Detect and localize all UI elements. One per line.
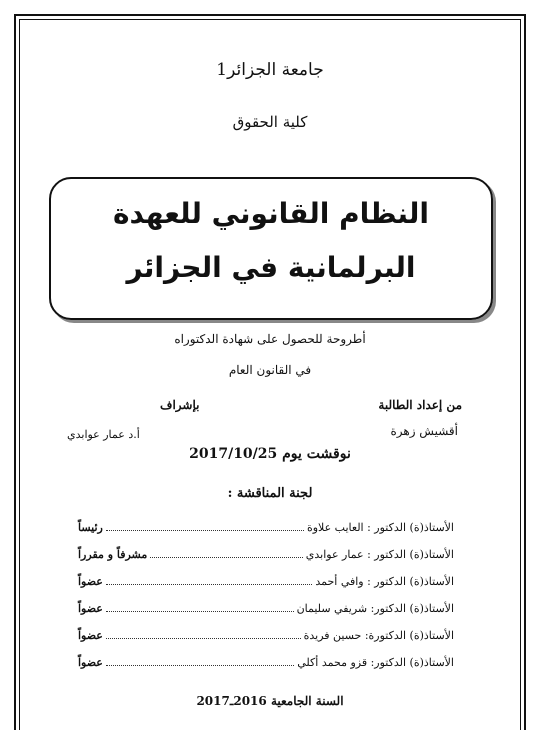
supervisor-label: بإشراف <box>160 398 200 412</box>
jury-member-role: عضواً <box>78 656 103 669</box>
faculty-name: كلية الحقوق <box>232 113 308 131</box>
dotted-leader <box>106 655 294 666</box>
dotted-leader <box>106 520 304 531</box>
title-box <box>49 177 493 320</box>
jury-member-row <box>78 601 454 619</box>
student-name: أقشيش زهرة <box>390 424 458 438</box>
academic-year: السنة الجامعية 2016ـ2017 <box>196 694 344 708</box>
dotted-leader <box>150 547 303 558</box>
jury-member-name: الأستاذ(ة) الدكتور: شريفي سليمان <box>296 602 454 615</box>
jury-member-row <box>78 655 454 673</box>
jury-title: لجنة المناقشة : <box>227 486 313 501</box>
thesis-title-line-2: البرلمانية في الجزائر <box>126 251 416 284</box>
jury-member-row <box>78 574 454 592</box>
supervisor-name: أ.د عمار عوابدي <box>67 428 140 441</box>
jury-member-row <box>78 547 454 565</box>
defense-date: نوقشت يوم 2017/10/25 <box>189 446 351 462</box>
jury-member-name: الأستاذ(ة) الدكتور : العايب علاوة <box>306 521 454 534</box>
jury-member-role: عضواً <box>78 575 103 588</box>
thesis-title-line-1: النظام القانوني للعهدة <box>113 197 429 230</box>
jury-member-row <box>78 628 454 646</box>
jury-member-role: عضواً <box>78 629 103 642</box>
dotted-leader <box>106 574 312 585</box>
jury-member-name: الأستاذ(ة) الدكتور : وافي أحمد <box>315 575 454 588</box>
jury-member-name: الأستاذ(ة) الدكتور: قزو محمد أكلي <box>297 656 454 669</box>
dotted-leader <box>106 628 301 639</box>
dotted-leader <box>106 601 294 612</box>
jury-member-role: عضواً <box>78 602 103 615</box>
jury-member-name: الأستاذ(ة) الدكتور : عمار عوابدي <box>305 548 454 561</box>
prepared-by-label: من إعداد الطالبة <box>378 398 462 412</box>
thesis-field: في القانون العام <box>228 363 312 377</box>
university-name: جامعة الجزائر1 <box>216 60 324 80</box>
jury-member-role: مشرفاً و مقرراً <box>78 548 148 561</box>
jury-member-row <box>78 520 454 538</box>
jury-member-name: الأستاذ(ة) الدكتورة: حسين فريدة <box>303 629 454 642</box>
thesis-subtitle: أطروحة للحصول على شهادة الدكتوراه <box>174 332 366 346</box>
jury-member-role: رئيساً <box>78 521 103 534</box>
